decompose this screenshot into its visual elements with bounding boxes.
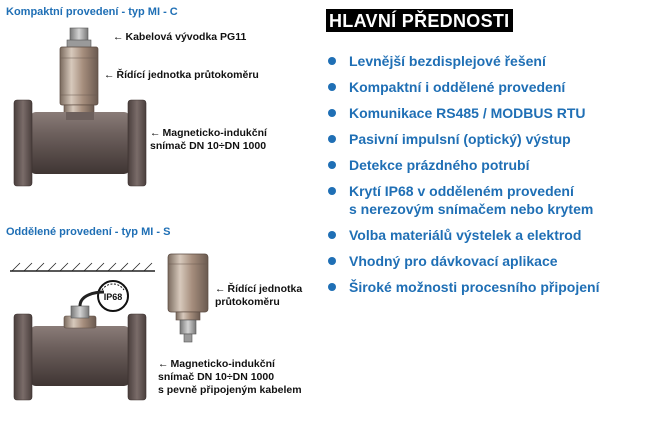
compact-unit-label: ← Řídící jednotka průtokoměru bbox=[104, 69, 259, 81]
advantage-item: Detekce prázdného potrubí bbox=[327, 156, 599, 174]
advantages-list bbox=[327, 52, 599, 304]
separate-flowmeter-illustration bbox=[0, 240, 320, 425]
separate-sensor-label: ← Magneticko-indukční snímač DN 10÷DN 1000 s pevně připojeným kabelem bbox=[158, 358, 302, 396]
compact-title: Kompaktní provedení - typ MI - C bbox=[6, 6, 178, 18]
advantage-item: Vhodný pro dávkovací aplikace bbox=[327, 252, 599, 270]
compact-gland-label: ← Kabelová vývodka PG11 bbox=[113, 31, 247, 43]
right-flange-shape bbox=[128, 100, 146, 186]
compact-sensor-label: ← Magneticko-indukční snímač DN 10÷DN 1000 bbox=[150, 127, 267, 152]
advantage-item: Komunikace RS485 / MODBUS RTU bbox=[327, 104, 599, 122]
advantage-item: Krytí IP68 v odděleném provedení s nerezovým snímačem nebo krytem bbox=[327, 182, 599, 218]
advantage-item: Pasivní impulsní (optický) výstup bbox=[327, 130, 599, 148]
ip68-badge-text: IP68 bbox=[103, 292, 123, 302]
bullet-icon bbox=[328, 83, 336, 91]
advantage-item: Kompaktní i oddělené provedení bbox=[327, 78, 599, 96]
bullet-icon bbox=[328, 187, 336, 195]
bullet-icon bbox=[328, 283, 336, 291]
advantage-item: Široké možnosti procesního připojení bbox=[327, 278, 599, 296]
bullet-icon bbox=[328, 57, 336, 65]
separate-title: Oddělené provedení - typ MI - S bbox=[6, 226, 171, 238]
separate-sensor-body-shape bbox=[30, 326, 130, 386]
advantage-item: Levnější bezdisplejové řešení bbox=[327, 52, 599, 70]
bullet-icon bbox=[328, 135, 336, 143]
bullet-icon bbox=[328, 161, 336, 169]
bullet-icon bbox=[328, 109, 336, 117]
control-unit-shape bbox=[60, 47, 98, 105]
left-flange-shape bbox=[14, 100, 32, 186]
advantages-title: HLAVNÍ PŘEDNOSTI bbox=[326, 9, 513, 32]
advantage-item: Volba materiálů výstelek a elektrod bbox=[327, 226, 599, 244]
bullet-icon bbox=[328, 257, 336, 265]
bullet-icon bbox=[328, 231, 336, 239]
separate-unit-label: ← Řídící jednotka průtokoměru bbox=[215, 283, 303, 308]
separate-control-unit-shape bbox=[168, 254, 208, 312]
sensor-body-shape bbox=[30, 112, 130, 174]
